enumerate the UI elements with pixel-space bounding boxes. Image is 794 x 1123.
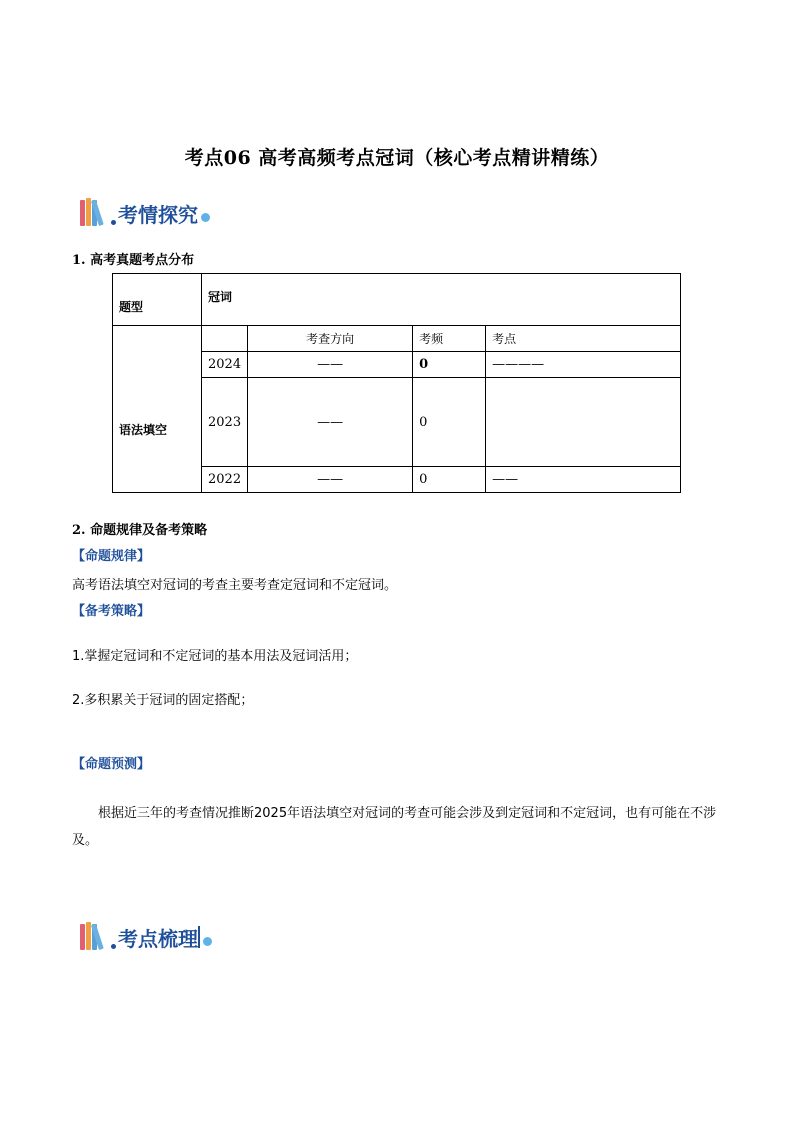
- section-header-key-points: [80, 920, 212, 954]
- part2-title: 2. 命题规律及备考策略: [72, 523, 208, 538]
- dot-icon: [203, 937, 212, 946]
- category-label: 语法填空: [119, 422, 168, 437]
- year-cell: 2022: [202, 467, 248, 493]
- type-label: 题型: [119, 300, 144, 314]
- exam-distribution-table: [112, 273, 681, 493]
- rule-text: 高考语法填空对冠词的考查主要考查定冠词和不定冠词。: [72, 578, 398, 593]
- column-header-frequency: 考频: [413, 326, 486, 352]
- point-cell: ————: [486, 352, 681, 378]
- column-header-point: 考点: [486, 326, 681, 352]
- frequency-cell: 0: [413, 467, 486, 493]
- category-cell: [113, 326, 202, 493]
- books-icon: [80, 922, 114, 952]
- direction-cell: ——: [248, 467, 413, 493]
- type-label-cell: [113, 274, 202, 326]
- rule-label: 【命题规律】: [72, 549, 151, 564]
- year-cell: 2023: [202, 378, 248, 467]
- section-heading-text: 考情探究: [118, 202, 198, 227]
- column-header-direction: 考查方向: [248, 326, 413, 352]
- strategy-label: 【备考策略】: [72, 604, 151, 619]
- document-title: 考点06 高考高频考点冠词（核心考点精讲精练）: [184, 147, 610, 169]
- text-cursor: [198, 926, 200, 948]
- books-icon: [80, 198, 114, 228]
- prediction-text: 根据近三年的考查情况推断2025年语法填空对冠词的考查可能会涉及到定冠词和不定冠词，也有可能在不涉及。: [72, 806, 717, 848]
- type-value-cell: [202, 274, 681, 326]
- prediction-label: 【命题预测】: [72, 757, 151, 772]
- strategy-item: 2.多积累关于冠词的固定搭配；: [72, 693, 254, 708]
- section-header-exam-analysis: [80, 196, 210, 230]
- direction-cell: ——: [248, 378, 413, 467]
- point-cell: [486, 378, 681, 467]
- year-cell: 2024: [202, 352, 248, 378]
- frequency-cell: 0: [413, 378, 486, 467]
- strategy-item: 1.掌握定冠词和不定冠词的基本用法及冠词活用；: [72, 649, 358, 664]
- direction-cell: ——: [248, 352, 413, 378]
- year-header-cell: [202, 326, 248, 352]
- frequency-cell: 0: [413, 352, 486, 378]
- part1-title: 1. 高考真题考点分布: [72, 253, 195, 268]
- section-heading-text: 考点梳理: [118, 926, 198, 951]
- point-cell: ——: [486, 467, 681, 493]
- dot-icon: [201, 213, 210, 222]
- type-value: 冠词: [208, 290, 233, 304]
